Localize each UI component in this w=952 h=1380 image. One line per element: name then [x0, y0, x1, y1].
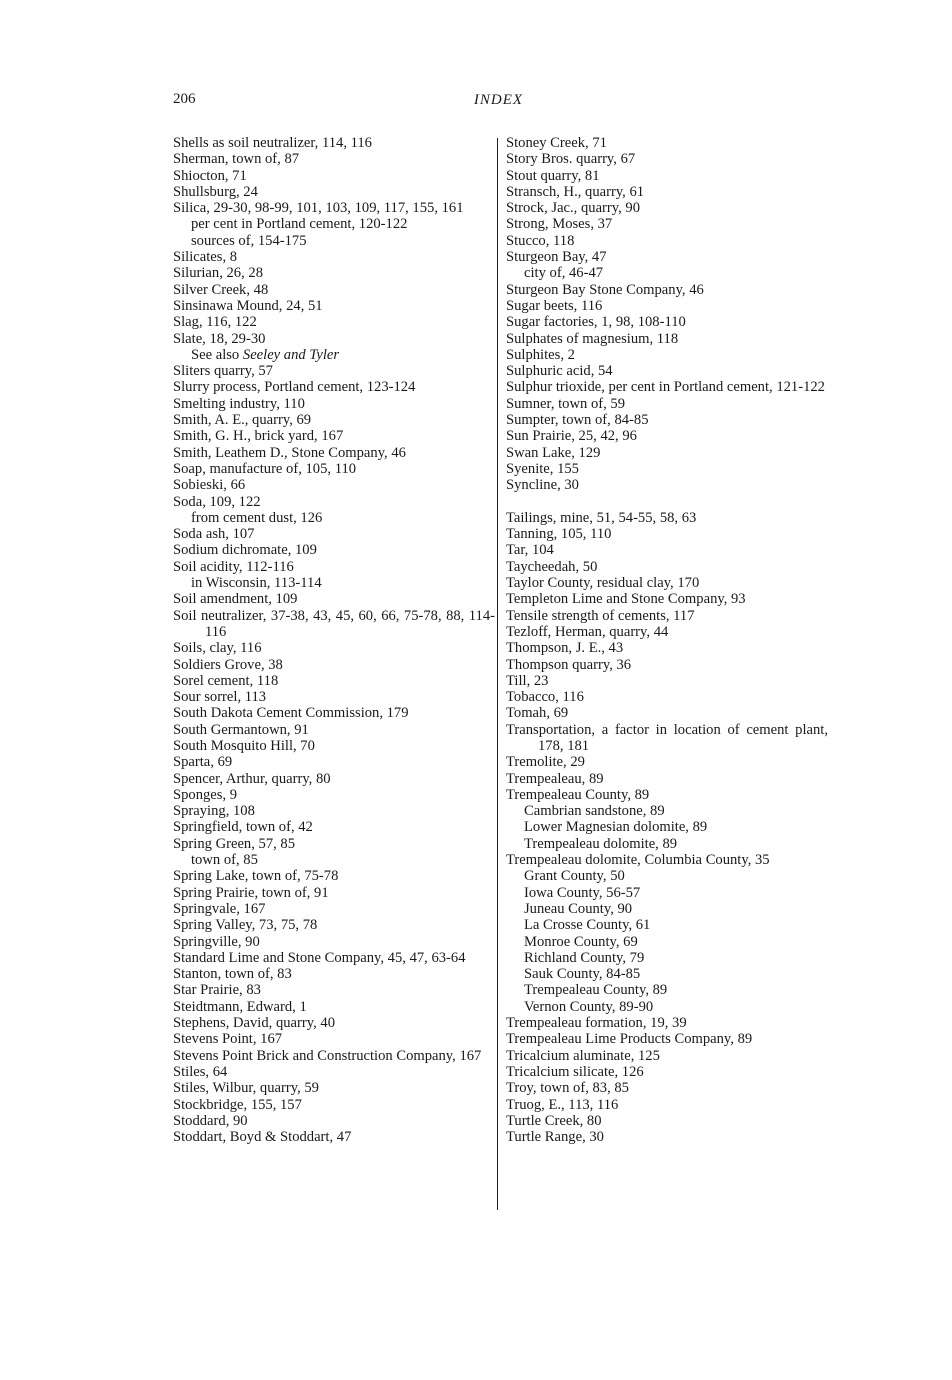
index-entry: Tricalcium silicate, 126: [506, 1063, 644, 1080]
index-subentry: Monroe County, 69: [524, 933, 638, 950]
index-entry: Stransch, H., quarry, 61: [506, 183, 645, 200]
column-divider: [497, 138, 498, 1210]
index-entry: Spring Prairie, town of, 91: [173, 884, 329, 901]
index-entry: Tremolite, 29: [506, 754, 585, 771]
index-entry: Stephens, David, quarry, 40: [173, 1015, 335, 1032]
index-entry: Turtle Range, 30: [506, 1129, 604, 1146]
index-entry: Thompson quarry, 36: [506, 656, 632, 673]
index-entry: Springvale, 167: [173, 900, 266, 917]
index-entry: Tar, 104: [506, 542, 554, 559]
index-entry: Sturgeon Bay, 47: [506, 249, 607, 266]
index-subentry: city of, 46-47: [524, 265, 604, 282]
index-entry: Stout quarry, 81: [506, 167, 600, 184]
index-entry: Stoddart, Boyd & Stoddart, 47: [173, 1129, 352, 1146]
index-entry: Soldiers Grove, 38: [173, 656, 283, 673]
index-entry: Sliters quarry, 57: [173, 363, 273, 380]
page-title: INDEX: [473, 92, 524, 108]
index-entry: Tensile strength of cements, 117: [506, 607, 695, 624]
index-subentry: per cent in Portland cement, 120-122: [191, 216, 408, 233]
index-entry: Sobieski, 66: [173, 477, 246, 494]
index-subentry: in Wisconsin, 113-114: [191, 575, 322, 592]
index-entry: South Dakota Cement Commission, 179: [173, 705, 409, 722]
index-entry: South Mosquito Hill, 70: [173, 737, 315, 754]
index-entry: Slate, 18, 29-30: [173, 330, 266, 347]
index-entry: Till, 23: [506, 672, 549, 689]
index-entry: Tanning, 105, 110: [506, 526, 612, 543]
index-entry: Taylor County, residual clay, 170: [506, 575, 700, 592]
index-entry: Sulphites, 2: [506, 346, 575, 363]
index-entry: Syenite, 155: [506, 460, 579, 477]
index-subentry: Sauk County, 84-85: [524, 966, 641, 983]
index-entry: Swan Lake, 129: [506, 444, 601, 461]
index-entry: Sponges, 9: [173, 786, 238, 803]
index-entry: Sorel cement, 118: [173, 672, 279, 689]
index-entry: Slag, 116, 122: [173, 314, 257, 331]
index-entry: Spring Valley, 73, 75, 78: [173, 917, 318, 934]
index-entry: South Germantown, 91: [173, 721, 309, 738]
index-entry: Trempealeau dolomite, Columbia County, 35: [506, 852, 770, 869]
index-entry: Trempealeau County, 89: [506, 786, 650, 803]
index-entry: Sparta, 69: [173, 754, 233, 771]
index-entry: Strong, Moses, 37: [506, 216, 613, 233]
index-entry: Sun Prairie, 25, 42, 96: [506, 428, 637, 445]
index-subentry: Cambrian sandstone, 89: [524, 803, 665, 820]
index-entry: Shullsburg, 24: [173, 183, 258, 200]
index-entry: Shells as soil neutralizer, 114, 116: [173, 135, 372, 151]
index-entry: Smith, A. E., quarry, 69: [173, 412, 312, 429]
index-entry: Silica, 29-30, 98-99, 101, 103, 109, 117, 155, 161: [173, 200, 464, 217]
index-entry: Silurian, 26, 28: [173, 265, 263, 282]
index-entry: Smith, Leathem D., Stone Company, 46: [173, 444, 406, 461]
index-entry: Thompson, J. E., 43: [506, 640, 624, 657]
index-entry: Tomah, 69: [506, 705, 569, 722]
index-entry: Sulphur trioxide, per cent in Portland cement, 121-122: [506, 379, 825, 396]
index-entry: Soda, 109, 122: [173, 493, 261, 510]
index-subentry: from cement dust, 126: [191, 509, 323, 526]
index-entry: Trempealeau, 89: [506, 770, 604, 787]
index-entry: Silicates, 8: [173, 249, 238, 266]
index-entry: Tezloff, Herman, quarry, 44: [506, 623, 669, 640]
index-subentry: Juneau County, 90: [524, 900, 633, 917]
index-entry: Steidtmann, Edward, 1: [173, 998, 307, 1015]
index-entry: Soap, manufacture of, 105, 110: [173, 460, 357, 477]
index-entry: Sumner, town of, 59: [506, 395, 625, 412]
index-subentry: Trempealeau County, 89: [524, 982, 668, 999]
index-entry: Turtle Creek, 80: [506, 1112, 602, 1129]
index-entry: Sulphuric acid, 54: [506, 363, 613, 380]
index-entry: Springville, 90: [173, 933, 260, 950]
index-entry: Stanton, town of, 83: [173, 966, 292, 983]
index-entry: Transportation, a factor in location of cement plant, 178, 181: [506, 721, 828, 754]
index-entry: Spencer, Arthur, quarry, 80: [173, 770, 331, 787]
index-entry: Soil neutralizer, 37-38, 43, 45, 60, 66, 75-78, 88, 114-116: [173, 607, 495, 640]
index-entry: Slurry process, Portland cement, 123-124: [173, 379, 416, 396]
index-entry: Star Prairie, 83: [173, 982, 261, 999]
index-entry: Soil acidity, 112-116: [173, 558, 294, 575]
index-entry: Stevens Point Brick and Construction Company, 167: [173, 1047, 482, 1064]
index-subentry: Richland County, 79: [524, 949, 645, 966]
index-subentry: See also Seeley and Tyler: [191, 346, 340, 363]
index-entry: Sherman, town of, 87: [173, 151, 300, 168]
index-entry: Spring Green, 57, 85: [173, 835, 296, 852]
index-entry: Sturgeon Bay Stone Company, 46: [506, 281, 704, 298]
index-entry: Sinsinawa Mound, 24, 51: [173, 297, 323, 314]
index-entry: Shiocton, 71: [173, 167, 247, 184]
index-entry: Stoddard, 90: [173, 1112, 248, 1129]
index-entry: Sour sorrel, 113: [173, 689, 267, 706]
index-column-right: [506, 135, 828, 1145]
index-entry: Spring Lake, town of, 75-78: [173, 868, 339, 885]
index-entry: Trempealeau formation, 19, 39: [506, 1015, 687, 1032]
index-entry: Silver Creek, 48: [173, 281, 269, 298]
index-entry: Smelting industry, 110: [173, 395, 305, 412]
index-entry: Strock, Jac., quarry, 90: [506, 200, 641, 217]
index-entry: Spraying, 108: [173, 803, 255, 820]
index-entry: Standard Lime and Stone Company, 45, 47, 63-64: [173, 949, 466, 966]
index-subentry: town of, 85: [191, 852, 258, 869]
index-entry: Stucco, 118: [506, 232, 575, 249]
index-subentry: Lower Magnesian dolomite, 89: [524, 819, 708, 836]
index-entry: Templeton Lime and Stone Company, 93: [506, 591, 746, 608]
index-entry: Tailings, mine, 51, 54-55, 58, 63: [506, 509, 697, 526]
index-entry: Sumpter, town of, 84-85: [506, 412, 649, 429]
index-subentry: sources of, 154-175: [191, 232, 307, 249]
index-entry: Springfield, town of, 42: [173, 819, 313, 836]
index-entry: Stiles, 64: [173, 1063, 228, 1080]
index-entry: Sugar beets, 116: [506, 297, 603, 314]
index-entry: Stiles, Wilbur, quarry, 59: [173, 1080, 319, 1097]
index-entry: Sodium dichromate, 109: [173, 542, 317, 559]
index-entry: Stockbridge, 155, 157: [173, 1096, 302, 1113]
index-subentry: Grant County, 50: [524, 868, 625, 885]
index-subentry: Iowa County, 56-57: [524, 884, 641, 901]
index-subentry: La Crosse County, 61: [524, 917, 651, 934]
index-entry: Soda ash, 107: [173, 526, 255, 543]
index-subentry: Vernon County, 89-90: [524, 998, 654, 1015]
index-entry: Troy, town of, 83, 85: [506, 1080, 629, 1097]
index-entry: Sugar factories, 1, 98, 108-110: [506, 314, 686, 331]
index-entry: Soils, clay, 116: [173, 640, 262, 657]
index-entry: Trempealeau Lime Products Company, 89: [506, 1031, 753, 1048]
index-entry: Taycheedah, 50: [506, 558, 598, 575]
index-entry: Soil amendment, 109: [173, 591, 298, 608]
page-number: 206: [173, 91, 196, 107]
index-entry: Truog, E., 113, 116: [506, 1096, 619, 1113]
index-entry: Syncline, 30: [506, 477, 579, 494]
index-entry: Story Bros. quarry, 67: [506, 151, 636, 168]
index-entry: Sulphates of magnesium, 118: [506, 330, 679, 347]
index-entry: Smith, G. H., brick yard, 167: [173, 428, 344, 445]
index-entry: Tricalcium aluminate, 125: [506, 1047, 660, 1064]
index-column-left: [173, 135, 495, 1145]
index-entry: Stoney Creek, 71: [506, 135, 607, 151]
index-subentry: Trempealeau dolomite, 89: [524, 835, 678, 852]
index-entry: Tobacco, 116: [506, 689, 584, 706]
index-entry: Stevens Point, 167: [173, 1031, 283, 1048]
